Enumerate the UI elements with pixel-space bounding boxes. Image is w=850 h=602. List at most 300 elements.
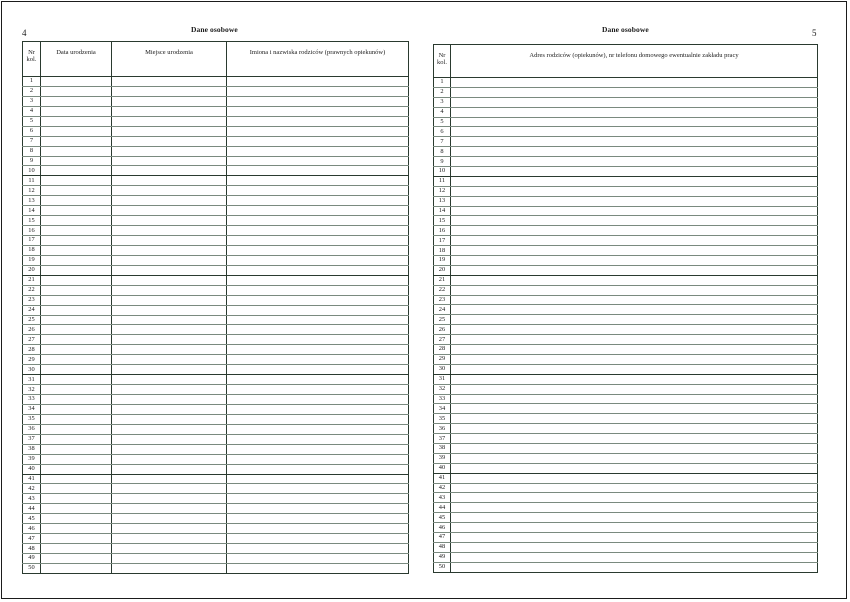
entry-cell[interactable]: [112, 454, 227, 464]
entry-cell[interactable]: [451, 523, 818, 533]
entry-cell[interactable]: [112, 136, 227, 146]
entry-cell[interactable]: [112, 275, 227, 285]
entry-cell[interactable]: [112, 236, 227, 246]
entry-cell[interactable]: [41, 77, 112, 87]
row-number: 14: [23, 206, 41, 216]
entry-cell[interactable]: [451, 147, 818, 157]
row-number: 20: [434, 265, 451, 275]
entry-cell[interactable]: [41, 385, 112, 395]
entry-cell[interactable]: [451, 424, 818, 434]
row-number: 42: [434, 483, 451, 493]
table-row: [434, 335, 818, 345]
entry-cell[interactable]: [451, 354, 818, 364]
entry-cell[interactable]: [112, 166, 227, 176]
table-body: [23, 77, 409, 574]
entry-cell[interactable]: [112, 345, 227, 355]
row-number: 48: [23, 544, 41, 554]
entry-cell[interactable]: [41, 255, 112, 265]
entry-cell[interactable]: [112, 414, 227, 424]
entry-cell[interactable]: [41, 146, 112, 156]
table-row: [23, 355, 409, 365]
entry-cell[interactable]: [451, 107, 818, 117]
entry-cell[interactable]: [451, 167, 818, 177]
entry-cell[interactable]: [41, 245, 112, 255]
table-row: [434, 97, 818, 107]
entry-cell[interactable]: [41, 554, 112, 564]
entry-cell[interactable]: [41, 375, 112, 385]
entry-cell[interactable]: [41, 484, 112, 494]
row-number: 26: [434, 325, 451, 335]
entry-cell[interactable]: [451, 265, 818, 275]
entry-cell[interactable]: [227, 245, 409, 255]
row-number: 1: [23, 77, 41, 87]
entry-cell[interactable]: [112, 395, 227, 405]
row-number: 30: [434, 364, 451, 374]
entry-cell[interactable]: [112, 255, 227, 265]
entry-cell[interactable]: [41, 315, 112, 325]
table-row: [434, 364, 818, 374]
table-row: [434, 443, 818, 453]
row-number: 44: [23, 504, 41, 514]
right-page: [425, 0, 850, 602]
row-number: 13: [434, 196, 451, 206]
table-row: [434, 463, 818, 473]
entry-cell[interactable]: [41, 265, 112, 275]
entry-cell[interactable]: [41, 414, 112, 424]
row-number: 28: [434, 345, 451, 355]
table-row: [434, 513, 818, 523]
entry-cell[interactable]: [41, 424, 112, 434]
row-number: 43: [23, 494, 41, 504]
entry-cell[interactable]: [112, 534, 227, 544]
entry-cell[interactable]: [451, 176, 818, 186]
entry-cell[interactable]: [227, 534, 409, 544]
entry-cell[interactable]: [451, 206, 818, 216]
entry-cell[interactable]: [41, 156, 112, 166]
entry-cell[interactable]: [112, 315, 227, 325]
table-row: [23, 544, 409, 554]
entry-cell[interactable]: [112, 96, 227, 106]
entry-cell[interactable]: [227, 474, 409, 484]
entry-cell[interactable]: [227, 524, 409, 534]
row-number: 1: [434, 78, 451, 88]
entry-cell[interactable]: [227, 216, 409, 226]
entry-cell[interactable]: [41, 96, 112, 106]
entry-cell[interactable]: [41, 474, 112, 484]
entry-cell[interactable]: [112, 305, 227, 315]
row-number: 50: [434, 562, 451, 572]
table-row: [23, 404, 409, 414]
row-number: 36: [23, 424, 41, 434]
entry-cell[interactable]: [112, 494, 227, 504]
table-row: [434, 107, 818, 117]
page-number: 4: [22, 28, 27, 38]
entry-cell[interactable]: [451, 335, 818, 345]
entry-cell[interactable]: [41, 434, 112, 444]
entry-cell[interactable]: [451, 453, 818, 463]
table-row: [434, 196, 818, 206]
entry-cell[interactable]: [41, 365, 112, 375]
entry-cell[interactable]: [112, 563, 227, 573]
row-number: 46: [434, 523, 451, 533]
row-number: 31: [23, 375, 41, 385]
entry-cell[interactable]: [227, 365, 409, 375]
entry-cell[interactable]: [227, 404, 409, 414]
entry-cell[interactable]: [41, 325, 112, 335]
entry-cell[interactable]: [112, 295, 227, 305]
entry-cell[interactable]: [112, 514, 227, 524]
entry-cell[interactable]: [112, 375, 227, 385]
entry-cell[interactable]: [227, 206, 409, 216]
entry-cell[interactable]: [41, 126, 112, 136]
entry-cell[interactable]: [227, 563, 409, 573]
entry-cell[interactable]: [112, 156, 227, 166]
page-number: 5: [812, 28, 817, 38]
entry-cell[interactable]: [451, 414, 818, 424]
row-number: 46: [23, 524, 41, 534]
entry-cell[interactable]: [451, 285, 818, 295]
entry-cell[interactable]: [227, 146, 409, 156]
entry-cell[interactable]: [227, 255, 409, 265]
entry-cell[interactable]: [41, 86, 112, 96]
table-row: [434, 206, 818, 216]
entry-cell[interactable]: [227, 77, 409, 87]
entry-cell[interactable]: [112, 434, 227, 444]
table-row: [23, 474, 409, 484]
entry-cell[interactable]: [41, 464, 112, 474]
entry-cell[interactable]: [112, 265, 227, 275]
entry-cell[interactable]: [451, 345, 818, 355]
entry-cell[interactable]: [227, 385, 409, 395]
entry-cell[interactable]: [112, 325, 227, 335]
table-row: [434, 236, 818, 246]
entry-cell[interactable]: [227, 345, 409, 355]
entry-cell[interactable]: [41, 295, 112, 305]
entry-cell[interactable]: [451, 364, 818, 374]
entry-cell[interactable]: [112, 404, 227, 414]
entry-cell[interactable]: [451, 246, 818, 256]
table-row: [434, 78, 818, 88]
entry-cell[interactable]: [112, 444, 227, 454]
entry-cell[interactable]: [451, 532, 818, 542]
entry-cell[interactable]: [227, 186, 409, 196]
entry-cell[interactable]: [41, 236, 112, 246]
entry-cell[interactable]: [227, 156, 409, 166]
table-row: [23, 534, 409, 544]
entry-cell[interactable]: [227, 414, 409, 424]
entry-cell[interactable]: [451, 157, 818, 167]
entry-cell[interactable]: [227, 116, 409, 126]
row-number: 10: [434, 167, 451, 177]
row-number: 23: [23, 295, 41, 305]
entry-cell[interactable]: [227, 444, 409, 454]
table-row: [434, 167, 818, 177]
entry-cell[interactable]: [451, 87, 818, 97]
entry-cell[interactable]: [451, 196, 818, 206]
entry-cell[interactable]: [41, 116, 112, 126]
entry-cell[interactable]: [227, 196, 409, 206]
row-number: 14: [434, 206, 451, 216]
row-number: 21: [434, 275, 451, 285]
entry-cell[interactable]: [227, 305, 409, 315]
entry-cell[interactable]: [41, 106, 112, 116]
entry-cell[interactable]: [112, 464, 227, 474]
entry-cell[interactable]: [451, 78, 818, 88]
entry-cell[interactable]: [41, 444, 112, 454]
entry-cell[interactable]: [227, 454, 409, 464]
entry-cell[interactable]: [227, 375, 409, 385]
entry-cell[interactable]: [41, 335, 112, 345]
entry-cell[interactable]: [112, 196, 227, 206]
entry-cell[interactable]: [112, 424, 227, 434]
entry-cell[interactable]: [41, 166, 112, 176]
entry-cell[interactable]: [451, 443, 818, 453]
table-row: [434, 325, 818, 335]
entry-cell[interactable]: [112, 385, 227, 395]
row-number: 8: [23, 146, 41, 156]
table-row: [434, 384, 818, 394]
entry-cell[interactable]: [41, 206, 112, 216]
table-row: [434, 285, 818, 295]
entry-cell[interactable]: [112, 106, 227, 116]
table-row: [23, 236, 409, 246]
entry-cell[interactable]: [112, 554, 227, 564]
entry-cell[interactable]: [451, 374, 818, 384]
entry-cell[interactable]: [451, 226, 818, 236]
entry-cell[interactable]: [451, 434, 818, 444]
row-number: 31: [434, 374, 451, 384]
table-row: [23, 514, 409, 524]
entry-cell[interactable]: [227, 504, 409, 514]
entry-cell[interactable]: [227, 236, 409, 246]
entry-cell[interactable]: [227, 126, 409, 136]
row-number: 40: [23, 464, 41, 474]
entry-cell[interactable]: [112, 226, 227, 236]
entry-cell[interactable]: [112, 126, 227, 136]
row-number: 8: [434, 147, 451, 157]
entry-cell[interactable]: [451, 315, 818, 325]
entry-cell[interactable]: [451, 394, 818, 404]
entry-cell[interactable]: [112, 206, 227, 216]
row-number: 43: [434, 493, 451, 503]
entry-cell[interactable]: [41, 534, 112, 544]
entry-cell[interactable]: [112, 544, 227, 554]
table-row: [434, 394, 818, 404]
entry-cell[interactable]: [112, 474, 227, 484]
entry-cell[interactable]: [451, 542, 818, 552]
entry-cell[interactable]: [41, 544, 112, 554]
table-row: [23, 305, 409, 315]
entry-cell[interactable]: [227, 554, 409, 564]
entry-cell[interactable]: [41, 514, 112, 524]
entry-cell[interactable]: [41, 196, 112, 206]
entry-cell[interactable]: [451, 503, 818, 513]
entry-cell[interactable]: [41, 494, 112, 504]
entry-cell[interactable]: [112, 86, 227, 96]
entry-cell[interactable]: [451, 97, 818, 107]
page-title: Dane osobowe: [191, 25, 238, 34]
entry-cell[interactable]: [227, 176, 409, 186]
row-number: 7: [434, 137, 451, 147]
entry-cell[interactable]: [451, 236, 818, 246]
row-number: 2: [23, 86, 41, 96]
entry-cell[interactable]: [41, 136, 112, 146]
row-number: 2: [434, 87, 451, 97]
entry-cell[interactable]: [227, 226, 409, 236]
entry-cell[interactable]: [41, 275, 112, 285]
table-row: [434, 532, 818, 542]
entry-cell[interactable]: [112, 77, 227, 87]
entry-cell[interactable]: [451, 513, 818, 523]
entry-cell[interactable]: [227, 295, 409, 305]
table-row: [434, 127, 818, 137]
row-number: 3: [23, 96, 41, 106]
entry-cell[interactable]: [41, 226, 112, 236]
entry-cell[interactable]: [112, 146, 227, 156]
entry-cell[interactable]: [227, 315, 409, 325]
entry-cell[interactable]: [451, 256, 818, 266]
row-number: 16: [434, 226, 451, 236]
table-row: [23, 265, 409, 275]
row-number: 37: [23, 434, 41, 444]
row-number: 35: [23, 414, 41, 424]
entry-cell[interactable]: [227, 96, 409, 106]
table-row: [434, 354, 818, 364]
row-number: 9: [23, 156, 41, 166]
entry-cell[interactable]: [451, 117, 818, 127]
entry-cell[interactable]: [112, 176, 227, 186]
entry-cell[interactable]: [451, 483, 818, 493]
entry-cell[interactable]: [227, 325, 409, 335]
row-number: 20: [23, 265, 41, 275]
entry-cell[interactable]: [112, 186, 227, 196]
table-row: [434, 434, 818, 444]
table-row: [23, 136, 409, 146]
table-row: [434, 305, 818, 315]
entry-cell[interactable]: [451, 305, 818, 315]
entry-cell[interactable]: [451, 493, 818, 503]
entry-cell[interactable]: [112, 504, 227, 514]
entry-cell[interactable]: [227, 514, 409, 524]
entry-cell[interactable]: [41, 355, 112, 365]
row-number: 11: [434, 176, 451, 186]
table-row: [23, 106, 409, 116]
entry-cell[interactable]: [227, 395, 409, 405]
entry-cell[interactable]: [41, 285, 112, 295]
entry-cell[interactable]: [227, 285, 409, 295]
entry-cell[interactable]: [112, 245, 227, 255]
entry-cell[interactable]: [112, 335, 227, 345]
entry-cell[interactable]: [451, 127, 818, 137]
column-header-row-number: Nr kol.: [434, 45, 451, 78]
entry-cell[interactable]: [227, 544, 409, 554]
personal-data-table-left: [22, 41, 409, 574]
table-row: [23, 554, 409, 564]
entry-cell[interactable]: [227, 335, 409, 345]
row-number: 26: [23, 325, 41, 335]
table-row: [23, 186, 409, 196]
entry-cell[interactable]: [227, 464, 409, 474]
entry-cell[interactable]: [451, 562, 818, 572]
entry-cell[interactable]: [41, 395, 112, 405]
table-row: [434, 295, 818, 305]
table-row: [23, 146, 409, 156]
entry-cell[interactable]: [227, 434, 409, 444]
entry-cell[interactable]: [451, 137, 818, 147]
row-number: 44: [434, 503, 451, 513]
row-number: 28: [23, 345, 41, 355]
row-number: 38: [23, 444, 41, 454]
entry-cell[interactable]: [41, 454, 112, 464]
entry-cell[interactable]: [41, 524, 112, 534]
entry-cell[interactable]: [227, 106, 409, 116]
table-row: [434, 275, 818, 285]
entry-cell[interactable]: [451, 275, 818, 285]
table-row: [23, 434, 409, 444]
entry-cell[interactable]: [227, 494, 409, 504]
entry-cell[interactable]: [41, 176, 112, 186]
row-number: 25: [23, 315, 41, 325]
entry-cell[interactable]: [227, 424, 409, 434]
entry-cell[interactable]: [112, 484, 227, 494]
entry-cell[interactable]: [227, 355, 409, 365]
entry-cell[interactable]: [227, 136, 409, 146]
entry-cell[interactable]: [227, 275, 409, 285]
entry-cell[interactable]: [451, 325, 818, 335]
entry-cell[interactable]: [41, 345, 112, 355]
entry-cell[interactable]: [451, 186, 818, 196]
entry-cell[interactable]: [451, 295, 818, 305]
row-number: 41: [23, 474, 41, 484]
row-number: 32: [434, 384, 451, 394]
entry-cell[interactable]: [112, 116, 227, 126]
entry-cell[interactable]: [112, 355, 227, 365]
entry-cell[interactable]: [41, 216, 112, 226]
entry-cell[interactable]: [227, 265, 409, 275]
entry-cell[interactable]: [451, 216, 818, 226]
entry-cell[interactable]: [451, 473, 818, 483]
entry-cell[interactable]: [41, 305, 112, 315]
entry-cell[interactable]: [227, 484, 409, 494]
table-row: [434, 87, 818, 97]
entry-cell[interactable]: [451, 463, 818, 473]
entry-cell[interactable]: [227, 166, 409, 176]
entry-cell[interactable]: [227, 86, 409, 96]
column-header-row-number: Nr kol.: [23, 42, 41, 77]
row-number: 50: [23, 563, 41, 573]
entry-cell[interactable]: [112, 216, 227, 226]
entry-cell[interactable]: [41, 186, 112, 196]
table-row: [23, 385, 409, 395]
entry-cell[interactable]: [41, 504, 112, 514]
entry-cell[interactable]: [112, 524, 227, 534]
entry-cell[interactable]: [451, 404, 818, 414]
entry-cell[interactable]: [451, 552, 818, 562]
table-row: [434, 147, 818, 157]
entry-cell[interactable]: [112, 365, 227, 375]
entry-cell[interactable]: [112, 285, 227, 295]
row-number: 19: [23, 255, 41, 265]
entry-cell[interactable]: [41, 563, 112, 573]
table-header-row: [23, 42, 409, 77]
table-row: [23, 524, 409, 534]
entry-cell[interactable]: [451, 384, 818, 394]
row-number: 49: [434, 552, 451, 562]
row-number: 45: [23, 514, 41, 524]
row-number: 41: [434, 473, 451, 483]
row-number: 34: [23, 404, 41, 414]
entry-cell[interactable]: [41, 404, 112, 414]
